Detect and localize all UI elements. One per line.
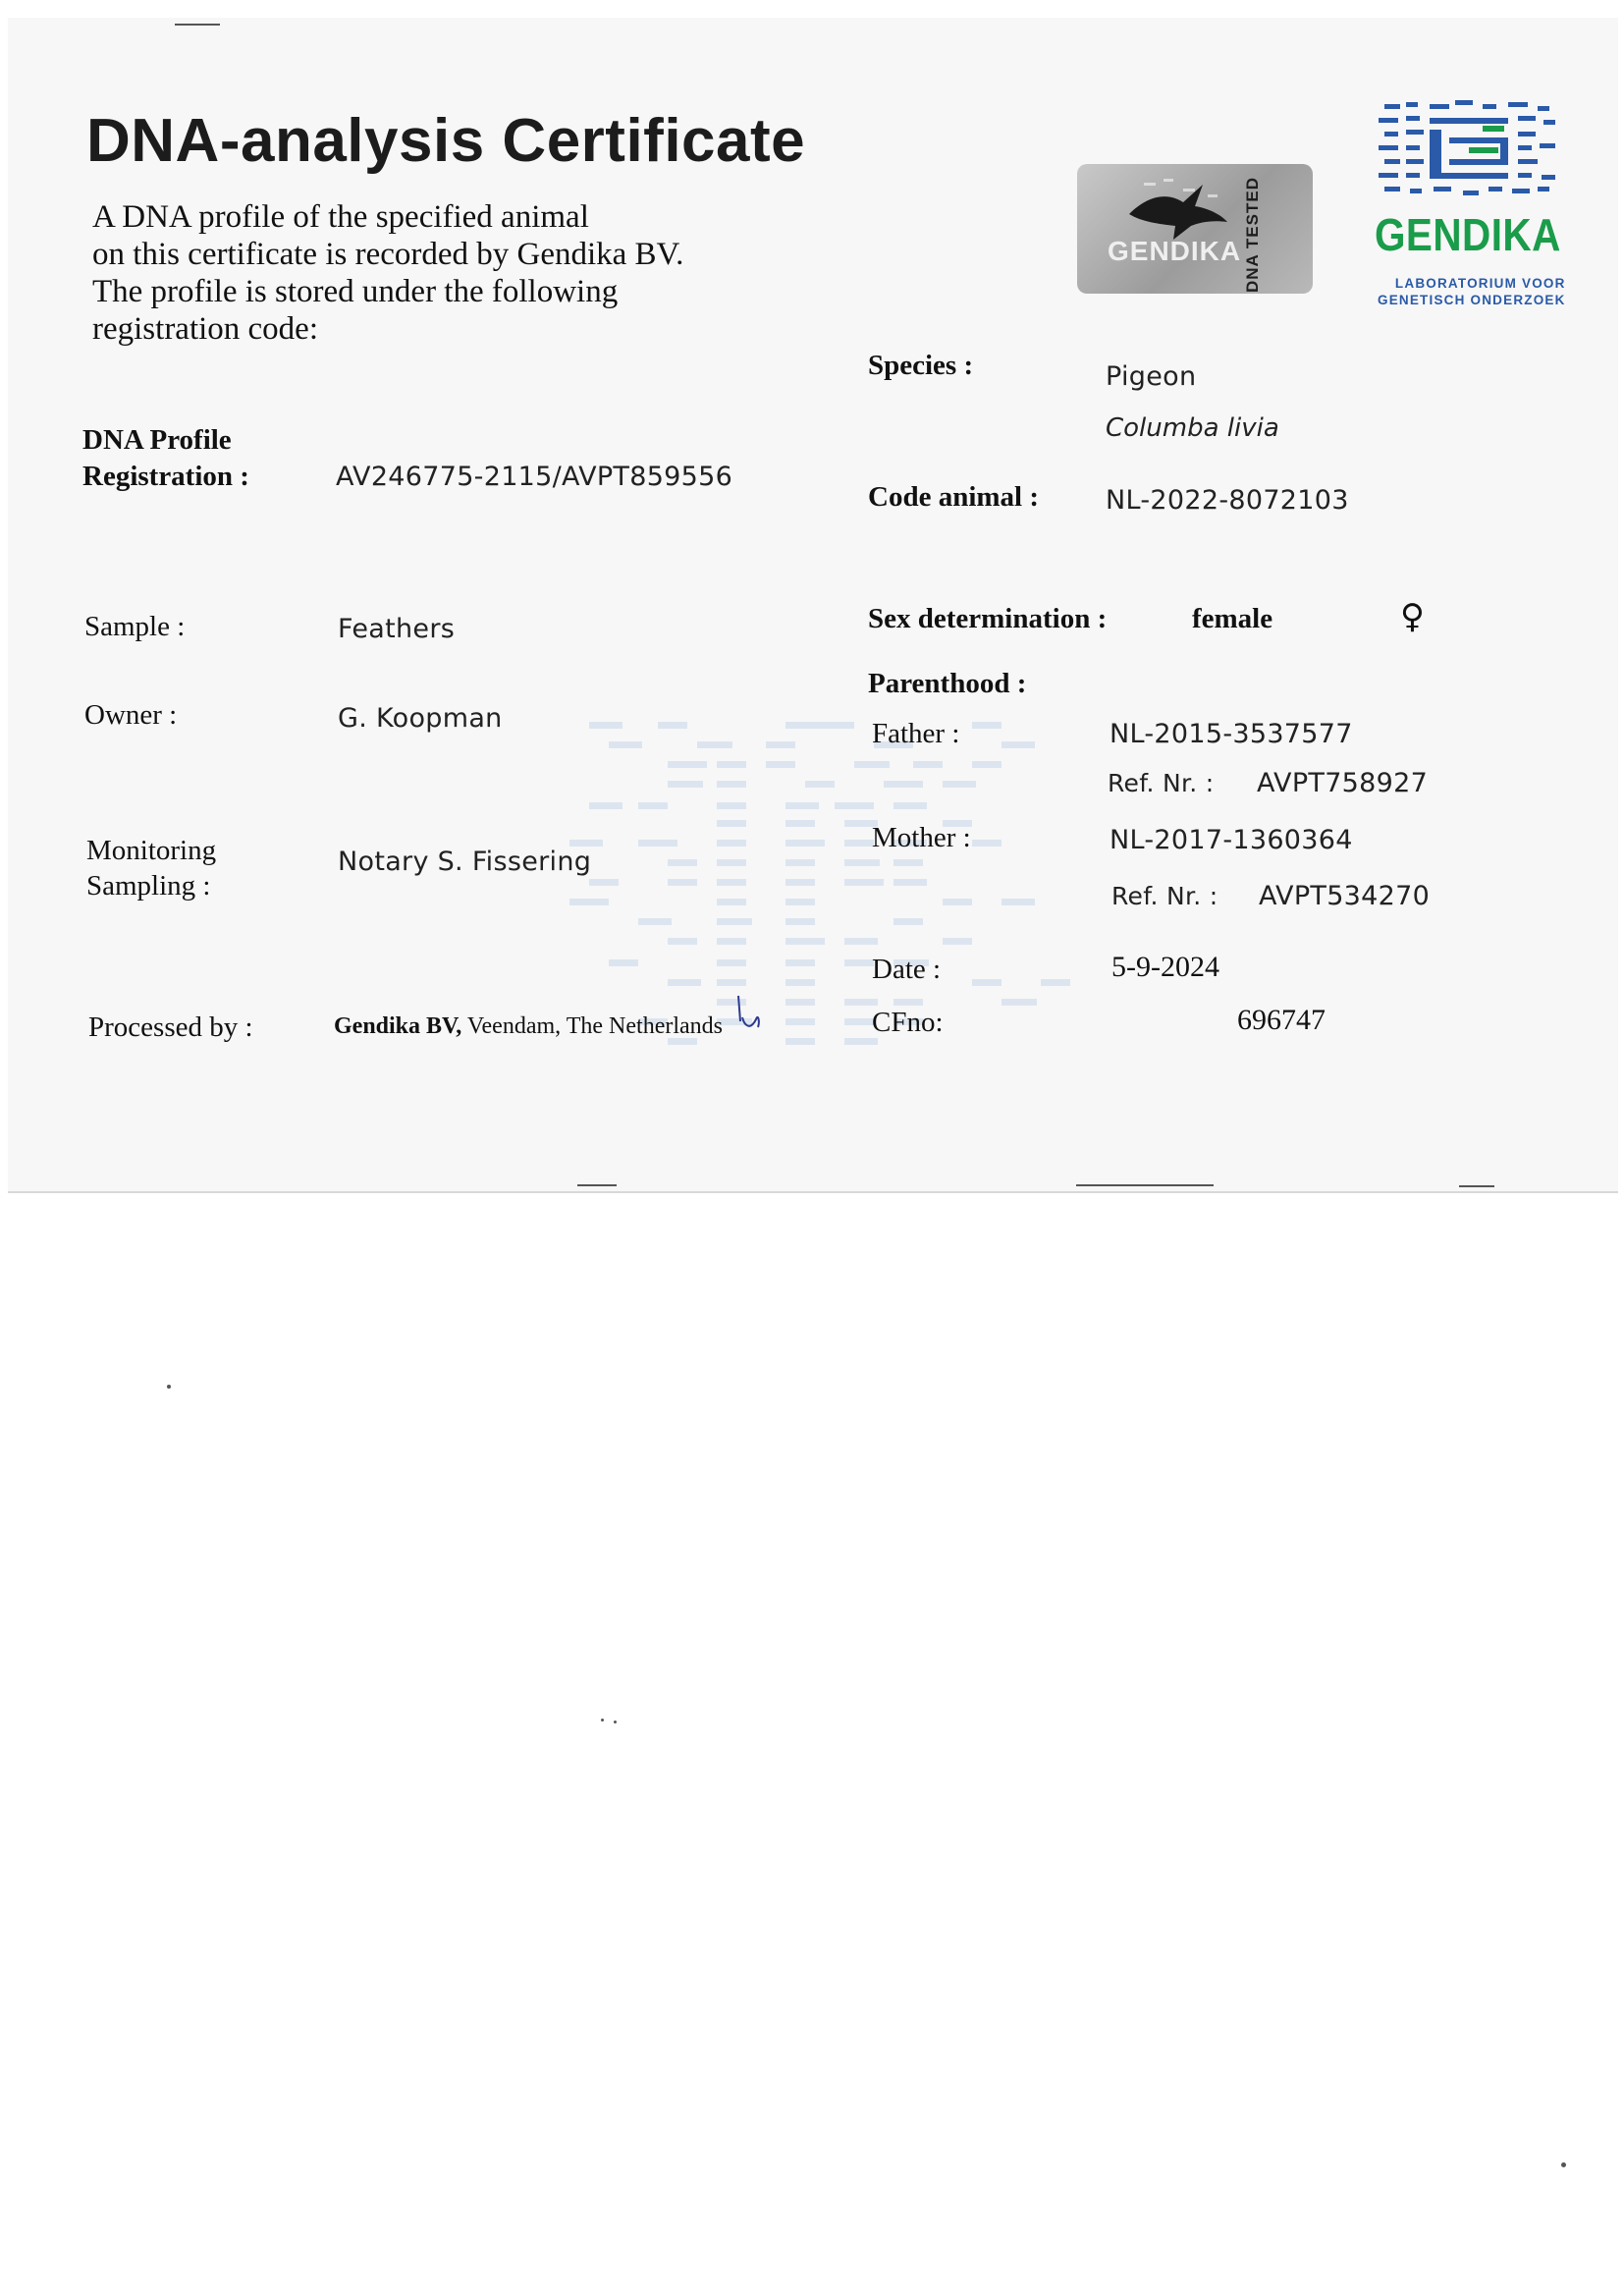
- intro-paragraph: [92, 198, 683, 348]
- processed-by-company: Gendika BV,: [334, 1013, 462, 1039]
- certificate-title: DNA-analysis Certificate: [86, 107, 806, 175]
- mother-ref-label: Ref. Nr. :: [1111, 882, 1218, 910]
- owner-label: Owner :: [84, 699, 178, 731]
- father-ref-value: AVPT758927: [1257, 768, 1429, 798]
- parenthood-label: Parenthood :: [868, 668, 1027, 699]
- cfno-value: 696747: [1237, 1004, 1326, 1036]
- scan-artifact: [1076, 1184, 1214, 1186]
- registration-code-value: AV246775-2115/AVPT859556: [336, 462, 733, 492]
- gendika-logo-text: GENDIKA: [1375, 209, 1561, 260]
- intro-line: registration code:: [92, 311, 319, 347]
- monitoring-value: Notary S. Fissering: [338, 847, 592, 877]
- code-animal-value: NL-2022-8072103: [1106, 485, 1349, 516]
- registration-label: Registration :: [82, 461, 249, 492]
- badge-dna-tested-text: DNA TESTED: [1243, 177, 1262, 293]
- sampling-label: Sampling :: [86, 870, 211, 902]
- mother-value: NL-2017-1360364: [1110, 825, 1353, 855]
- father-value: NL-2015-3537577: [1110, 719, 1353, 749]
- scan-speck: [1561, 2162, 1566, 2167]
- female-symbol-icon: ♀: [1400, 597, 1425, 636]
- badge-gendika-text: GENDIKA: [1108, 236, 1242, 266]
- logo-subtitle-line: LABORATORIUM VOOR: [1394, 276, 1566, 291]
- processed-by-value: [334, 1013, 723, 1040]
- gendika-logo-subtitle: [1378, 275, 1566, 308]
- species-value: Pigeon: [1106, 361, 1197, 392]
- monitoring-label: Monitoring: [86, 835, 217, 866]
- sample-value: Feathers: [338, 614, 456, 644]
- father-ref-label: Ref. Nr. :: [1108, 769, 1215, 797]
- scan-artifact: [175, 24, 220, 26]
- mother-label: Mother :: [872, 822, 971, 853]
- scan-speck: [614, 1721, 617, 1723]
- species-latin-value: Columba livia: [1106, 413, 1279, 443]
- cfno-label: CFno:: [872, 1007, 944, 1038]
- intro-line: on this certificate is recorded by Gendika BV.: [92, 237, 684, 272]
- watermark-dna-grid-icon: [569, 712, 1119, 1066]
- scan-artifact: [577, 1184, 617, 1186]
- dna-profile-label: DNA Profile: [82, 424, 232, 456]
- scan-artifact: [1459, 1185, 1494, 1187]
- scan-speck: [167, 1385, 171, 1389]
- intro-line: The profile is stored under the following: [92, 274, 619, 309]
- initials-signature-icon: [729, 992, 768, 1039]
- mother-ref-value: AVPT534270: [1259, 881, 1431, 911]
- logo-subtitle-line: GENETISCH ONDERZOEK: [1378, 293, 1566, 307]
- date-value: 5-9-2024: [1111, 951, 1219, 983]
- scan-speck: [601, 1719, 604, 1722]
- sex-determination-label: Sex determination :: [868, 603, 1108, 634]
- species-label: Species :: [868, 350, 974, 381]
- code-animal-label: Code animal :: [868, 481, 1039, 513]
- sex-value: female: [1192, 603, 1273, 634]
- father-label: Father :: [872, 718, 960, 749]
- owner-value: G. Koopman: [338, 703, 503, 734]
- date-label: Date :: [872, 954, 942, 985]
- processed-by-label: Processed by :: [88, 1011, 253, 1043]
- gendika-dna-grid-logo-icon: [1375, 98, 1561, 204]
- processed-by-location: Veendam, The Netherlands: [466, 1013, 723, 1039]
- pigeon-silhouette-icon: [1124, 175, 1232, 244]
- intro-line: A DNA profile of the specified animal: [92, 199, 589, 235]
- sample-label: Sample :: [84, 611, 186, 642]
